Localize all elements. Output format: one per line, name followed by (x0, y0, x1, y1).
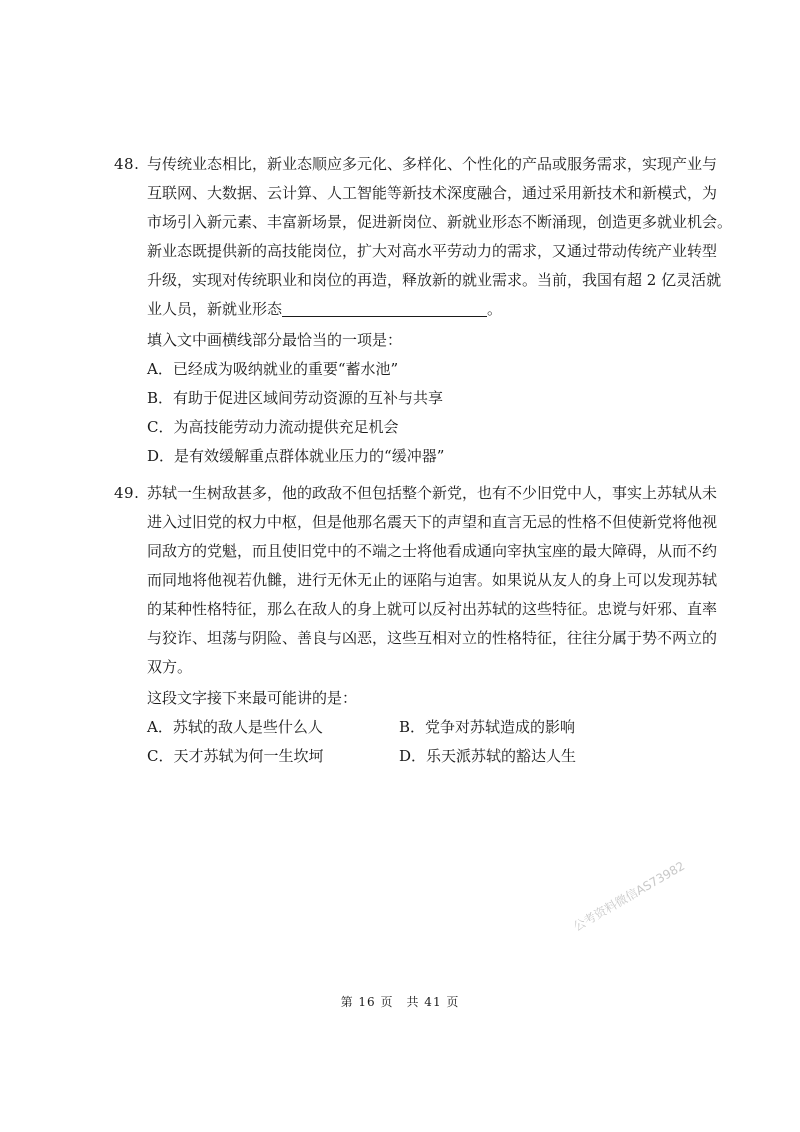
option-b: B．有助于促进区域间劳动资源的互补与共享 (147, 389, 444, 407)
fill-in-blank (282, 300, 487, 317)
question-number: 48. (114, 155, 140, 173)
watermark: 公考资料微信AS73982 (571, 858, 688, 934)
option-row (117, 713, 697, 742)
option-c: C．天才苏轼为何一生坎坷 (147, 747, 324, 765)
passage-text: 。 (487, 300, 503, 318)
passage-line: 新业态既提供新的高技能岗位，扩大对高水平劳动力的需求，又通过带动传统产业转型 (147, 242, 718, 260)
option-a: A．苏轼的敌人是些什么人 (147, 718, 323, 736)
question-stem: 这段文字接下来最可能讲的是： (147, 689, 358, 707)
passage-line: 市场引入新元素、丰富新场景，促进新岗位、新就业形态不断涌现，创造更多就业机会。 (147, 213, 733, 231)
question-passage (117, 150, 733, 324)
passage-line: 双方。 (147, 658, 193, 676)
option-c: C．为高技能劳动力流动提供充足机会 (147, 418, 399, 436)
question-49 (114, 479, 718, 771)
option-row (117, 742, 697, 771)
question-passage (117, 479, 718, 682)
passage-line: 的某种性格特征，那么在敌人的身上就可以反衬出苏轼的这些特征。忠谠与奸邪、直率 (147, 600, 718, 618)
option-d: D．乐天派苏轼的豁达人生 (399, 747, 577, 765)
question-stem: 填入文中画横线部分最恰当的一项是： (147, 331, 403, 349)
option-a: A．已经成为吸纳就业的重要“蓄水池” (147, 360, 399, 378)
passage-line: 升级，实现对传统职业和岗位的再造，释放新的就业需求。当前，我国有超 2 亿灵活就 (147, 271, 722, 289)
passage-line: 与狡诈、坦荡与阴险、善良与凶恶，这些互相对立的性格特征，往往分属于势不两立的 (147, 629, 718, 647)
page-footer: 第 16 页 共 41 页 (340, 995, 460, 1009)
passage-line: 同敌方的党魁，而且使旧党中的不端之士将他看成通向宰执宝座的最大障碍，从而不约 (147, 542, 718, 560)
option-d: D．是有效缓解重点群体就业压力的“缓冲器” (147, 447, 445, 465)
passage-line: 而同地将他视若仇雠，进行无休无止的诬陷与迫害。如果说从友人的身上可以发现苏轼 (147, 571, 718, 589)
option-b: B．党争对苏轼造成的影响 (399, 718, 576, 736)
passage-line-with-blank (147, 295, 697, 324)
question-number: 49. (114, 484, 140, 502)
question-48 (114, 150, 733, 471)
passage-line: 进入过旧党的权力中枢，但是他那名震天下的声望和直言无忌的性格不但使新党将他视 (147, 513, 718, 531)
passage-line: 苏轼一生树敌甚多，他的政敌不但包括整个新党，也有不少旧党中人，事实上苏轼从未 (147, 484, 718, 502)
passage-line: 互联网、大数据、云计算、人工智能等新技术深度融合，通过采用新技术和新模式，为 (147, 184, 718, 202)
passage-text: 业人员，新就业形态 (147, 300, 283, 318)
passage-line: 与传统业态相比，新业态顺应多元化、多样化、个性化的产品或服务需求，实现产业与 (147, 155, 718, 173)
